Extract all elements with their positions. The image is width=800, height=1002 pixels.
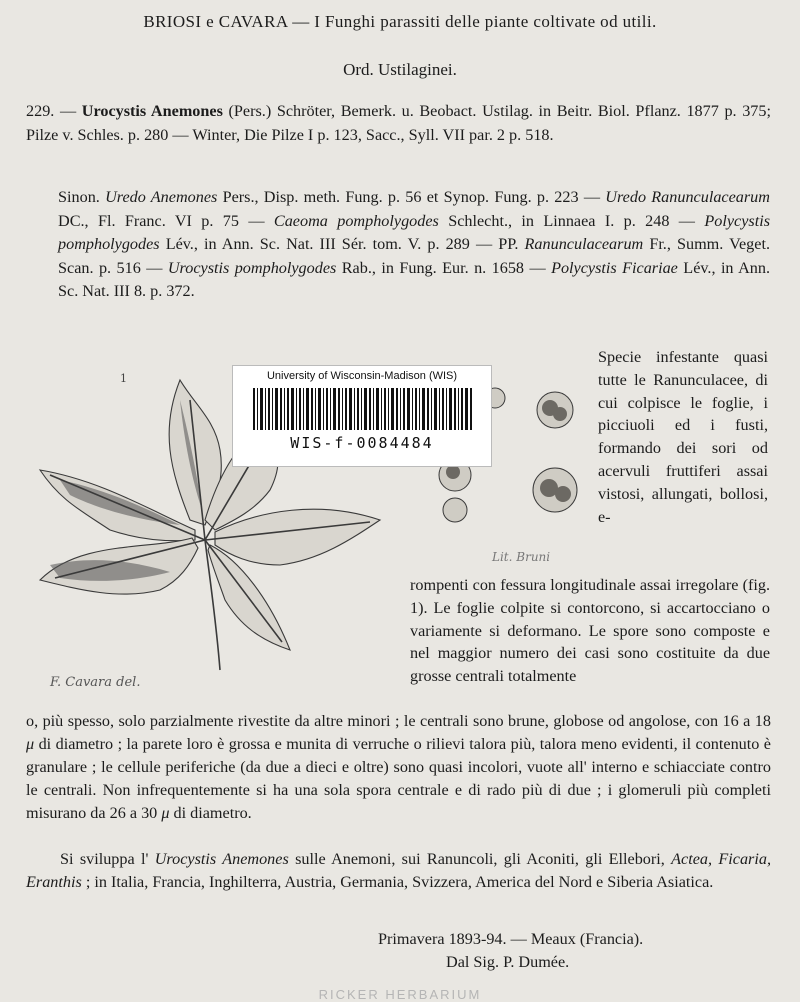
synonym-ref: Lév., in Ann. Sc. Nat. III 8. p. 372. — [58, 258, 770, 300]
lithographer-credit: Lit. Bruni — [492, 550, 551, 564]
species-authority: (Pers.) Schröter, Bemerk. u. Beobact. Ustilag. in Beitr. Biol. Pflanz. 1877 p. 375; Pilze v. Schles. p. 280 — Winter, Die Pilze I p. 123, Sacc., Syll. VII par. 2 p. 518. — [26, 102, 771, 144]
synonym-ref: Rab., in Fung. Eur. n. 1658 — — [336, 258, 552, 277]
unit-micron: μ — [26, 735, 35, 753]
order-heading: Ord. Ustilaginei. — [343, 60, 457, 79]
illustrator-credit: F. Cavara del. — [50, 675, 141, 690]
synonym-name: Polycystis pompholygodes — [58, 211, 771, 253]
species-name-inline: Urocystis Anemones — [154, 850, 289, 868]
synonym-name: Polycystis Ficariae — [551, 258, 678, 277]
synonyms-block — [58, 186, 770, 304]
description-text: di diametro. — [169, 804, 252, 822]
collection-info — [378, 928, 770, 974]
synonym-ref: Schlecht., in Linnaea I. p. 248 — — [438, 211, 705, 230]
barcode-label — [232, 365, 492, 467]
barcode — [253, 388, 473, 430]
collection-date-place: Primavera 1893-94. — Meaux (Francia). — [378, 930, 644, 948]
running-head: BRIOSI e CAVARA — I Funghi parassiti delle piante coltivate od utili. — [143, 12, 657, 31]
habitat-text: ; in Italia, Francia, Inghilterra, Austria, Germania, Svizzera, America del Nord e Siberia Asiatica. — [81, 873, 714, 891]
synonym-name: Ranunculacearum — [524, 235, 644, 253]
synonym-name: Urocystis pompholygodes — [167, 258, 337, 277]
synonym-ref: Lév., in Ann. Sc. Nat. III Sér. tom. V. p. 289 — PP. — [159, 235, 525, 253]
habitat-text: Si sviluppa l' — [60, 850, 155, 868]
genera-list: Actea, Ficaria, Eranthis — [26, 850, 771, 891]
habitat-paragraph — [26, 848, 771, 894]
unit-micron: μ — [161, 804, 170, 822]
synonym-ref: DC., Fl. Franc. VI p. 75 — — [58, 211, 274, 230]
entry-number: 229. — — [26, 102, 77, 120]
synonym-name: Caeoma pompholygodes — [273, 211, 439, 230]
collector: Dal Sig. P. Dumée. — [446, 953, 570, 971]
synonym-name: Uredo Ranunculacearum — [605, 188, 770, 206]
synonym-ref: Pers., Disp. meth. Fung. p. 56 et Synop. Fung. p. 223 — — [217, 188, 606, 206]
institution-name: University of Wisconsin-Madison (WIS) — [266, 370, 458, 382]
barcode-number: WIS-f-0084484 — [290, 434, 434, 452]
habitat-text: sulle Anemoni, sui Ranuncoli, gli Aconiti, gli Ellebori, — [288, 850, 672, 868]
description-text: o, più spesso, solo parzialmente rivestite da altre minori ; le centrali sono brune, globose od angolose, con 16 a 18 — [26, 712, 771, 730]
figure-number: 1 — [120, 372, 127, 385]
description-mid-block: rompenti con fessura longitudinale assai irregolare (fig. 1). Le foglie colpite si contorcono, si accartocciano o variamente si deformano. Le spore sono composte e nel maggior numero dei casi sono costituite da due grosse centrali totalmente — [410, 576, 770, 686]
species-entry — [26, 100, 771, 147]
description-text: di diametro ; la parete loro è grossa e munita di verruche o rilievi talora più, talora meno evidenti, il contenuto è granulare ; le cellule periferiche (da due a dieci e oltre) sono quasi incolori, vuote all' interno e schiacciate contro le centrali. Non infrequentemente si ha una sola spora centrale e di rado più di due ; i glomeruli più completi misurano da 26 a 30 — [26, 735, 771, 822]
species-name: Urocystis Anemones — [81, 102, 223, 120]
synonym-name: Uredo Anemones — [105, 188, 218, 206]
description-full-block — [26, 710, 771, 825]
synonym-ref: Fr., Summ. Veget. Scan. p. 516 — — [58, 235, 770, 277]
synonyms-label: Sinon. — [58, 188, 106, 206]
description-right-column: Specie infestante quasi tutte le Ranunculacee, di cui colpisce le foglie, i picciuoli ed i fusti, formando dei sori od acervuli fruttiferi assai vistosi, allungati, bollosi, e- — [598, 348, 768, 526]
herbarium-stamp: RICKER HERBARIUM — [318, 987, 482, 1002]
